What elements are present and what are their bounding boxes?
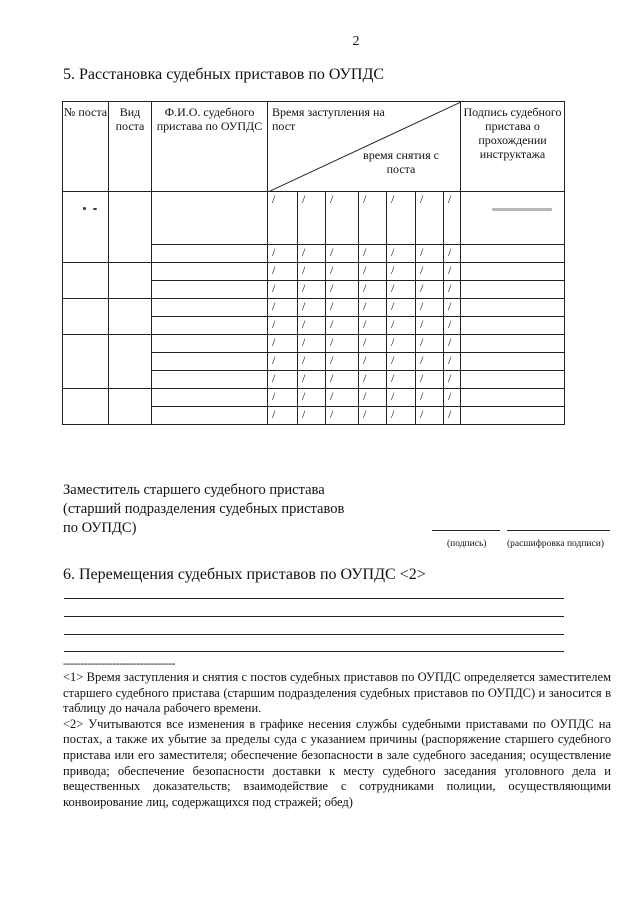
fio-cell[interactable] [152,335,268,353]
time-cell[interactable]: / [298,245,326,263]
scan-speck [83,207,86,210]
time-cell[interactable]: / [387,317,416,335]
time-cell[interactable]: / [298,371,326,389]
time-cell[interactable]: / [359,299,387,317]
time-cell[interactable]: / [359,317,387,335]
table-header-row [63,102,565,192]
time-cell[interactable]: / [387,299,416,317]
time-cell[interactable]: / [298,353,326,371]
post-type-cell[interactable] [109,263,152,299]
time-cell[interactable]: / [359,245,387,263]
time-cell[interactable]: / [416,389,444,407]
time-cell[interactable]: / [387,353,416,371]
fio-cell[interactable] [152,371,268,389]
time-cell[interactable]: / [359,192,387,245]
signature-cell[interactable] [461,192,565,245]
time-cell[interactable]: / [387,263,416,281]
time-cell[interactable]: / [416,371,444,389]
time-cell[interactable]: / [326,353,359,371]
time-cell[interactable]: / [416,317,444,335]
posts-table [62,101,565,425]
write-line [64,598,564,599]
post-no-cell[interactable] [63,299,109,335]
footnote-2: <2> Учитываются все изменения в графике несения службы судебными приставами по ОУПДС на постах, а также их убытие за пределы суда с указанием причины (распоряжение старшего судебного пристава или его заместителя; обеспечение безопасности в зале судебного заседания; осуществление привода; обеспечение безопасности доставки к месту судебного заседания уголовного дела и вещественных доказательств; взаимодействие с сотрудниками полиции, осуществляющими конвоирование лиц, содержащихся под стражей; обед) [63,716,611,809]
time-cell[interactable]: / [326,335,359,353]
header-time-in: Время заступления на пост [272,105,385,133]
deputy-title-line2: (старший подразделения судебных приставов [63,501,345,517]
time-cell[interactable]: / [268,192,298,245]
fio-cell[interactable] [152,281,268,299]
table-row [63,389,565,407]
time-cell[interactable]: / [298,335,326,353]
time-cell[interactable]: / [387,407,416,425]
time-cell[interactable]: / [268,299,298,317]
post-type-cell[interactable] [109,299,152,335]
time-cell[interactable]: / [387,389,416,407]
signature-cell[interactable] [461,263,565,281]
time-cell[interactable]: / [416,192,444,245]
fio-cell[interactable] [152,317,268,335]
time-cell[interactable]: / [298,263,326,281]
fio-cell[interactable] [152,192,268,245]
time-cell[interactable]: / [416,407,444,425]
header-post-no: № поста [63,102,109,192]
time-cell[interactable]: / [359,353,387,371]
time-cell[interactable]: / [326,299,359,317]
footnote-separator: -------------------------------- [63,656,175,670]
time-cell[interactable]: / [387,371,416,389]
time-cell[interactable]: / [298,299,326,317]
time-cell[interactable]: / [444,335,461,353]
post-no-cell[interactable] [63,192,109,263]
time-cell[interactable]: / [359,389,387,407]
fio-cell[interactable] [152,389,268,407]
time-cell[interactable]: / [326,245,359,263]
time-cell[interactable]: / [268,281,298,299]
time-cell[interactable]: / [416,281,444,299]
time-cell[interactable]: / [359,371,387,389]
write-line [64,634,564,635]
time-cell[interactable]: / [298,281,326,299]
footnote-1: <1> Время заступления и снятия с постов судебных приставов по ОУПДС определяется заместителем старшего судебного пристава (старшим подразделения судебных приставов по ОУПДС) и заносится в таблицу до начала рабочего времени. [63,670,611,716]
time-cell[interactable]: / [326,263,359,281]
time-cell[interactable]: / [387,192,416,245]
time-cell[interactable]: / [359,263,387,281]
page-number: 2 [352,34,360,49]
deputy-title-line3: по ОУПДС) [63,520,137,536]
signature-cell[interactable] [461,335,565,353]
time-cell[interactable]: / [416,245,444,263]
table-row [63,299,565,317]
scan-speck [93,208,97,210]
section-5-title: 5. Расстановка судебных приставов по ОУПДС [63,66,385,83]
time-cell[interactable]: / [326,281,359,299]
time-cell[interactable]: / [444,317,461,335]
post-no-cell[interactable] [63,389,109,425]
time-cell[interactable]: / [416,335,444,353]
time-cell[interactable]: / [268,353,298,371]
scan-smudge [492,208,552,211]
fio-cell[interactable] [152,263,268,281]
post-type-cell[interactable] [109,192,152,263]
time-cell[interactable]: / [444,245,461,263]
time-cell[interactable]: / [326,371,359,389]
time-cell[interactable]: / [268,407,298,425]
write-line [64,651,564,652]
time-cell[interactable]: / [444,389,461,407]
time-cell[interactable]: / [444,353,461,371]
time-cell[interactable]: / [326,192,359,245]
signature-cell[interactable] [461,407,565,425]
post-type-cell[interactable] [109,389,152,425]
time-cell[interactable]: / [444,192,461,245]
table-row [63,263,565,281]
time-cell[interactable]: / [444,407,461,425]
time-cell[interactable]: / [444,299,461,317]
time-cell[interactable]: / [298,317,326,335]
post-type-cell[interactable] [109,335,152,389]
header-post-type: Вид поста [109,102,152,192]
post-no-cell[interactable] [63,263,109,299]
deputy-title-line1: Заместитель старшего судебного пристава [63,482,325,498]
fio-cell[interactable] [152,353,268,371]
deputy-signature-block [63,481,344,538]
footnotes [63,670,611,810]
time-cell[interactable]: / [268,245,298,263]
signature-caption: (подпись) [447,539,487,549]
time-cell[interactable]: / [326,407,359,425]
table-row [63,192,565,245]
time-cell[interactable]: / [387,335,416,353]
time-cell[interactable]: / [326,317,359,335]
time-cell[interactable]: / [298,389,326,407]
header-time [268,102,461,192]
time-cell[interactable]: / [416,353,444,371]
time-cell[interactable]: / [359,407,387,425]
fio-cell[interactable] [152,245,268,263]
section-6-title: 6. Перемещения судебных приставов по ОУПДС <2> [63,566,426,583]
decode-line [507,530,610,531]
signature-cell[interactable] [461,389,565,407]
header-fio: Ф.И.О. судебного пристава по ОУПДС [152,102,268,192]
time-cell[interactable]: / [359,281,387,299]
header-time-out: время снятия с поста [363,148,439,176]
signature-cell[interactable] [461,281,565,299]
time-cell[interactable]: / [387,245,416,263]
time-cell[interactable]: / [268,317,298,335]
post-no-cell[interactable] [63,335,109,389]
signature-cell[interactable] [461,371,565,389]
time-cell[interactable]: / [359,335,387,353]
time-cell[interactable]: / [444,263,461,281]
table-row [63,335,565,353]
time-cell[interactable]: / [268,263,298,281]
header-signature: Подпись судебного пристава о прохождении инструктажа [461,102,565,192]
time-cell[interactable]: / [416,263,444,281]
signature-cell[interactable] [461,299,565,317]
signature-line [432,530,500,531]
time-cell[interactable]: / [444,281,461,299]
time-cell[interactable]: / [326,389,359,407]
time-cell[interactable]: / [444,371,461,389]
fio-cell[interactable] [152,407,268,425]
time-cell[interactable]: / [416,299,444,317]
write-line [64,616,564,617]
fio-cell[interactable] [152,299,268,317]
time-cell[interactable]: / [268,371,298,389]
signature-cell[interactable] [461,245,565,263]
time-cell[interactable]: / [298,192,326,245]
time-cell[interactable]: / [298,407,326,425]
decode-caption: (расшифровка подписи) [507,539,604,549]
signature-cell[interactable] [461,317,565,335]
signature-cell[interactable] [461,353,565,371]
time-cell[interactable]: / [268,389,298,407]
time-cell[interactable]: / [268,335,298,353]
time-cell[interactable]: / [387,281,416,299]
